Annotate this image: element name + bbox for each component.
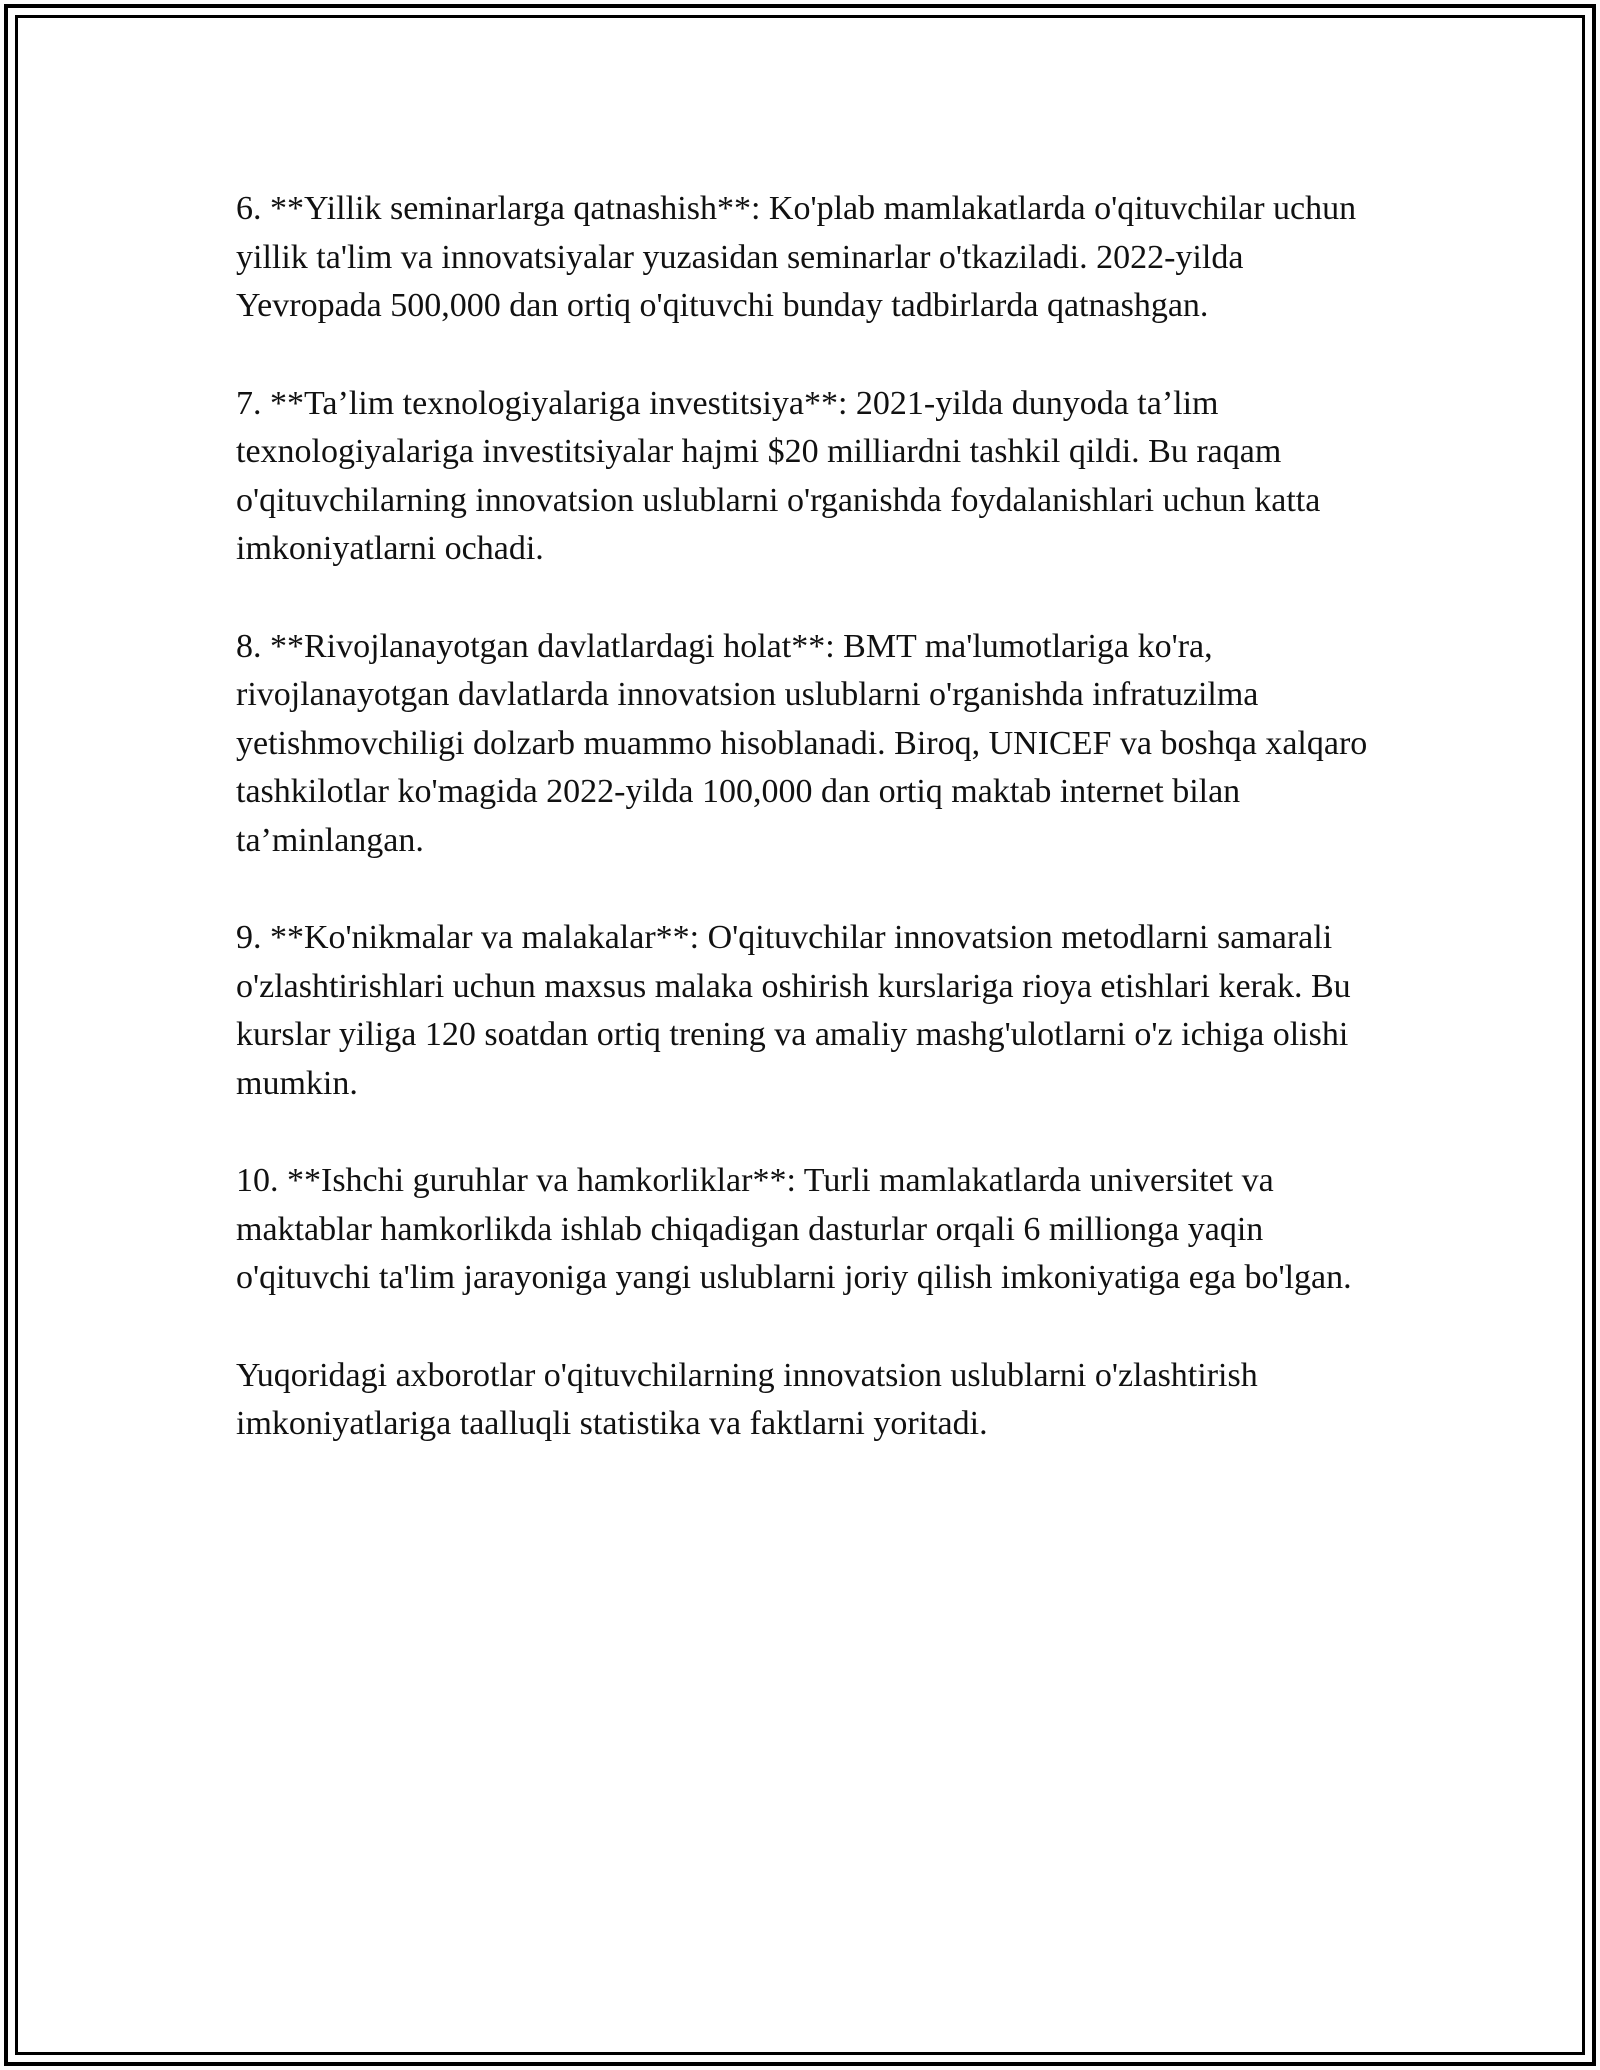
document-body — [236, 185, 1386, 1498]
summary-paragraph: Yuqoridagi axborotlar o'qituvchilarning innovatsion uslublarni o'zlashtirish imkoniyatlariga taalluqli statistika va faktlarni yoritadi. — [236, 1356, 1258, 1442]
paragraph-item-9: 9. **Ko'nikmalar va malakalar**: O'qituvchilar innovatsion metodlarni samarali o'zlashtirishlari uchun maxsus malaka oshirish kurslariga rioya etishlari kerak. Bu kurslar yiliga 120 soatdan ortiq trening va amaliy mashg'ulotlarni o'z ichiga olishi mumkin. — [236, 919, 1351, 1102]
paragraph-item-10: 10. **Ishchi guruhlar va hamkorliklar**: Turli mamlakatlarda universitet va maktablar hamkorlikda ishlab chiqadigan dasturlar orqali 6 millionga yaqin o'qituvchi ta'lim jarayoniga yangi uslublarni joriy qilish imkoniyatiga ega bo'lgan. — [236, 1162, 1352, 1296]
paragraph-item-7: 7. **Ta’lim texnologiyalariga investitsiya**: 2021-yilda dunyoda ta’lim texnologiyalariga investitsiyalar hajmi $20 milliardni tashkil qildi. Bu raqam o'qituvchilarning innovatsion uslublarni o'rganishda foydalanishlari uchun katta imkoniyatlarni ochadi. — [236, 384, 1321, 567]
paragraph-item-8: 8. **Rivojlanayotgan davlatlardagi holat**: BMT ma'lumotlariga ko'ra, rivojlanayotgan davlatlarda innovatsion uslublarni o'rganishda infratuzilma yetishmovchiligi dolzarb muammo hisoblanadi. Biroq, UNICEF va boshqa xalqaro tashkilotlar ko'magida 2022-yilda 100,000 dan ortiq maktab internet bilan ta’minlangan. — [236, 627, 1368, 859]
paragraph-item-6: 6. **Yillik seminarlarga qatnashish**: Ko'plab mamlakatlarda o'qituvchilar uchun yillik ta'lim va innovatsiyalar yuzasidan seminarlar o'tkaziladi. 2022-yilda Yevropada 500,000 dan ortiq o'qituvchi bunday tadbirlarda qatnashgan. — [236, 190, 1357, 324]
